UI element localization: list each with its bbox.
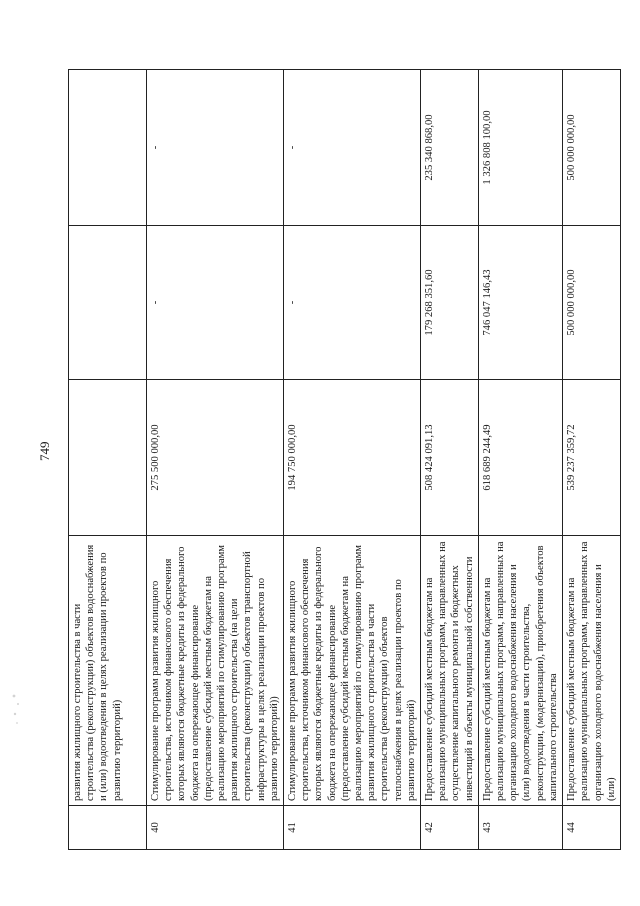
row-description: Стимулирование программ развития жилищного строительства, источником финансового обеспечения которых являются бюджетные кредиты из федерального бюджета на опережающее финансирование (предоставление субсидий местным бюджетам на реализацию мероприятий по стимулированию программ развития жилищного строительства (на цели строительства (реконструкции) объектов транспортной инфраструктуры в целях реализации проектов по развитию территорий)): [147, 536, 284, 806]
table-row: [478, 70, 562, 850]
amount-col-2: 500 000 000,00: [563, 226, 621, 380]
row-description: Предоставление субсидий местным бюджетам на реализацию муниципальных программ, направленных на организацию холодного водоснабжения населения и (или) водоотведения в части строительства, реконструкции, (модернизации), приобретения объектов капитального строительства: [478, 536, 562, 806]
amount-col-1: 618 689 244,49: [478, 380, 562, 536]
row-number: 42: [421, 806, 479, 850]
amount-col-3: 1 326 808 100,00: [478, 70, 562, 226]
amount-col-1: 275 500 000,00: [147, 380, 284, 536]
table-row: [563, 70, 621, 850]
row-number: 43: [478, 806, 562, 850]
amount-col-1: 194 750 000,00: [284, 380, 421, 536]
amount-col-3: -: [284, 70, 421, 226]
table-row: [69, 70, 147, 850]
amount-col-2: [69, 226, 147, 380]
table-row: [147, 70, 284, 850]
table-row: [421, 70, 479, 850]
amount-col-2: -: [284, 226, 421, 380]
amount-col-1: 539 237 359,72: [563, 380, 621, 536]
amount-col-3: 500 000 000,00: [563, 70, 621, 226]
budget-table: [68, 69, 621, 850]
amount-col-3: [69, 70, 147, 226]
amount-col-3: -: [147, 70, 284, 226]
row-number: 41: [284, 806, 421, 850]
amount-col-3: 235 340 868,00: [421, 70, 479, 226]
amount-col-2: 746 047 146,43: [478, 226, 562, 380]
row-number: 40: [147, 806, 284, 850]
scan-artifact: [10, 690, 22, 730]
amount-col-2: 179 268 351,60: [421, 226, 479, 380]
row-description: Стимулирование программ развития жилищного строительства, источником финансового обеспечения которых являются бюджетные кредиты из федерального бюджета на опережающее финансирование (предоставление субсидий местным бюджетам на реализацию мероприятий по стимулированию программ развития жилищного строительства в части строительства (реконструкции) объектов теплоснабжения в целях реализации проектов по развитию территорий): [284, 536, 421, 806]
row-description: Предоставление субсидий местным бюджетам на реализацию муниципальных программ, направленных на организацию холодного водоснабжения населения и (или): [563, 536, 621, 806]
row-description: развития жилищного строительства в части строительства (реконструкции) объектов водоснабжения и (или) водоотведения в целях реализации проектов по развитию территорий): [69, 536, 147, 806]
amount-col-1: [69, 380, 147, 536]
row-description: Предоставление субсидий местным бюджетам на реализацию муниципальных программ, направленных на осуществление капитального ремонта и бюджетных инвестиций в объекты муниципальной собственности: [421, 536, 479, 806]
row-number: 44: [563, 806, 621, 850]
amount-col-2: -: [147, 226, 284, 380]
amount-col-1: 508 424 091,13: [421, 380, 479, 536]
row-number: [69, 806, 147, 850]
page-number: 749: [37, 441, 52, 461]
budget-table-rotated: [68, 70, 617, 850]
table-row: [284, 70, 421, 850]
